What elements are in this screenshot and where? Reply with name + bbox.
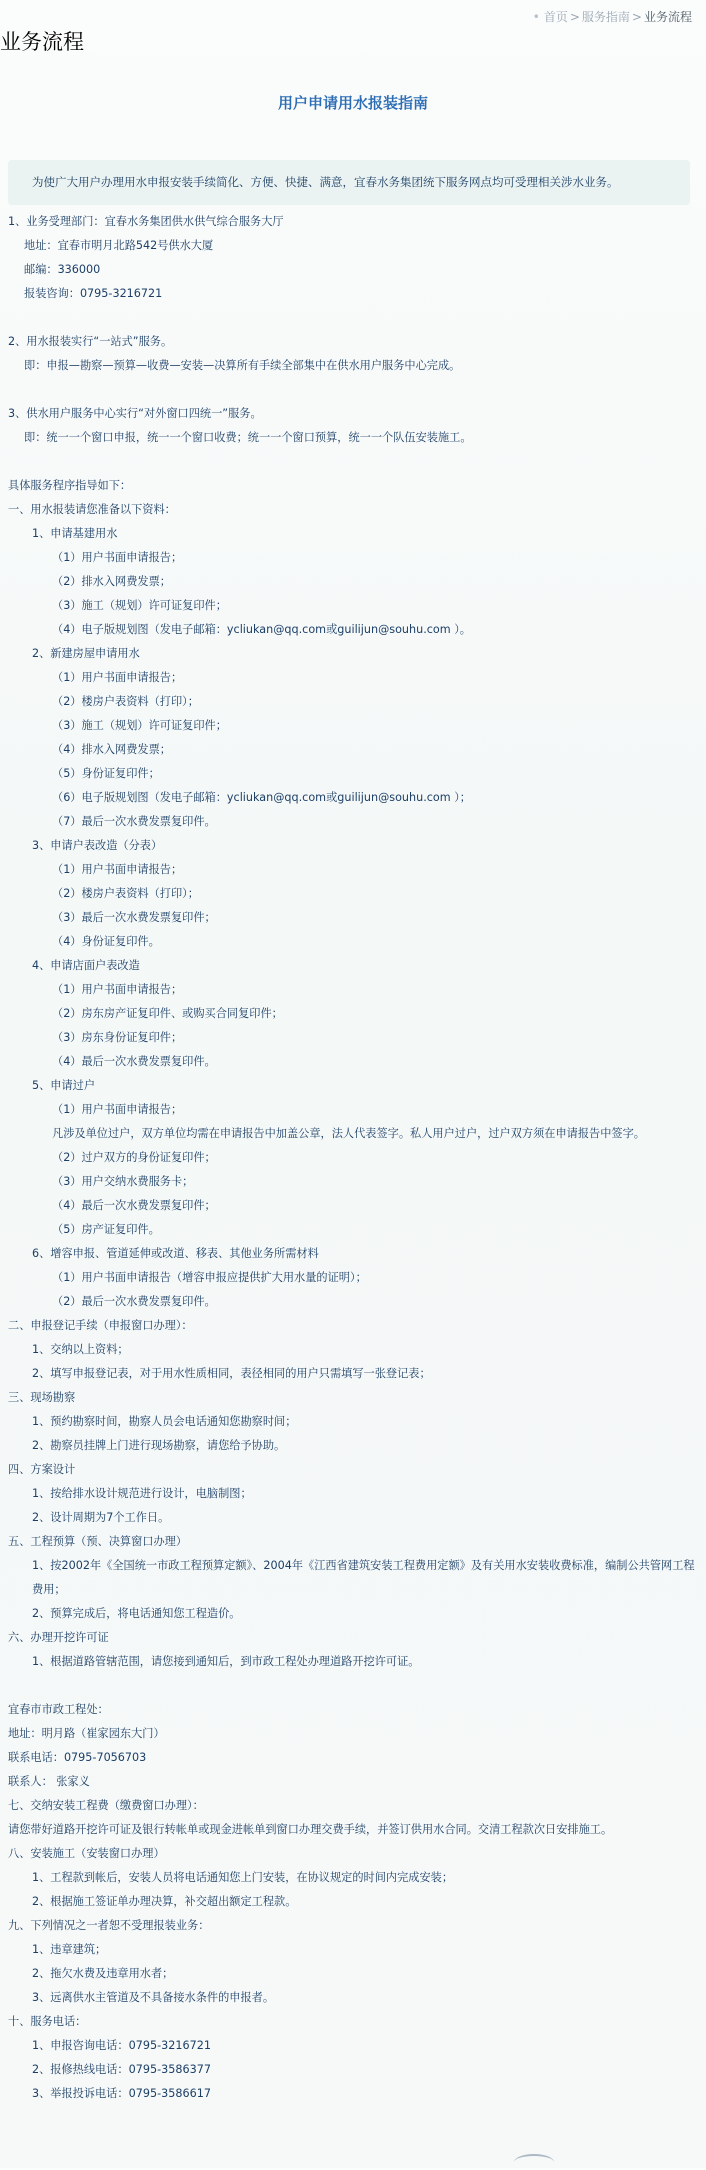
- list-item: 1、违章建筑；: [32, 1943, 107, 1956]
- intro-text: 为使广大用户办理用水申报安装手续简化、方便、快捷、满意，宜春水务集团统下服务网点均可受理相关涉水业务。: [32, 175, 619, 189]
- list-item: 2、预算完成后，将电话通知您工程造价。: [32, 1607, 241, 1620]
- content-line: 即：统一一个窗口申报，统一一个窗口收费；统一一个窗口预算，统一一个队伍安装施工。: [24, 431, 472, 444]
- breadcrumb-separator: >: [631, 10, 642, 24]
- list-item: 1、工程款到帐后，安装人员将电话通知您上门安装，在协议规定的时间内完成安装；: [32, 1871, 454, 1884]
- page-title: 业务流程: [0, 30, 84, 54]
- list-item: （2）最后一次水费发票复印件。: [52, 1295, 216, 1308]
- subsection-heading: 1、申请基建用水: [32, 527, 118, 540]
- list-item: （7）最后一次水费发票复印件。: [52, 815, 216, 828]
- content-line: 邮编：336000: [24, 263, 101, 276]
- list-item: （5）身份证复印件；: [52, 767, 160, 780]
- section-heading: 九、下列情况之一者恕不受理报装业务：: [8, 1919, 210, 1932]
- list-item: （6）电子版规划图（发电子邮箱：ycliukan@qq.com或guilijun@souhu.com ）；: [52, 791, 471, 804]
- list-item: （2）楼房户表资料（打印）；: [52, 887, 199, 900]
- list-item: （4）排水入网费发票；: [52, 743, 171, 756]
- spacer: [8, 450, 698, 474]
- section-heading: 四、方案设计: [8, 1463, 76, 1476]
- list-item: （1）用户书面申请报告；: [52, 671, 183, 684]
- list-item: 1、申报咨询电话：0795-3216721: [32, 2039, 211, 2052]
- content-line: 具体服务程序指导如下：: [8, 479, 132, 492]
- breadcrumb-section-link[interactable]: 服务指南: [581, 10, 630, 24]
- list-item: （3）施工（规划）许可证复印件；: [52, 599, 227, 612]
- list-item: （4）最后一次水费发票复印件；: [52, 1199, 216, 1212]
- breadcrumb-separator: >: [569, 10, 580, 24]
- content-line: 请您带好道路开挖许可证及银行转帐单或现金进帐单到窗口办理交费手续，并签订供用水合同。交清工程款次日安排施工。: [8, 1823, 613, 1836]
- subsection-heading: 4、申请店面户表改造: [32, 959, 140, 972]
- breadcrumb: [533, 8, 692, 25]
- list-item: （2）排水入网费发票；: [52, 575, 171, 588]
- content-line: 宜春市市政工程处：: [8, 1703, 109, 1716]
- spacer: [8, 306, 698, 330]
- list-item: （3）房东身份证复印件；: [52, 1031, 183, 1044]
- list-item: 2、根据施工签证单办理决算，补交超出额定工程款。: [32, 1895, 297, 1908]
- section-heading: 八、安装施工（安装窗口办理）: [8, 1847, 165, 1860]
- list-item: （1）用户书面申请报告；: [52, 551, 183, 564]
- list-item: 2、报修热线电话：0795-3586377: [32, 2063, 211, 2076]
- note-line: 凡涉及单位过户，双方单位均需在申请报告中加盖公章，法人代表签字。私人用户过户，过户双方须在申请报告中签字。: [52, 1127, 645, 1140]
- spacer: [8, 1674, 698, 1698]
- breadcrumb-current: 业务流程: [643, 10, 692, 24]
- content-line: 报装咨询：0795-3216721: [24, 287, 163, 300]
- list-item: （4）身份证复印件。: [52, 935, 160, 948]
- list-item: （1）用户书面申请报告；: [52, 863, 183, 876]
- subsection-heading: 3、申请户表改造（分表）: [32, 839, 163, 852]
- list-item: 2、填写申报登记表，对于用水性质相同，表径相同的用户只需填写一张登记表；: [32, 1367, 431, 1380]
- breadcrumb-home-link[interactable]: 首页: [543, 10, 568, 24]
- section-heading: 五、工程预算（预、决算窗口办理）: [8, 1535, 188, 1548]
- list-item: （2）过户双方的身份证复印件；: [52, 1151, 216, 1164]
- subsection-heading: 2、新建房屋申请用水: [32, 647, 140, 660]
- section-heading: 一、用水报装请您准备以下资料：: [8, 503, 176, 516]
- list-item: （4）电子版规划图（发电子邮箱：ycliukan@qq.com或guilijun@souhu.com ）。: [52, 623, 471, 636]
- content-line: 2、用水报装实行“一站式”服务。: [8, 335, 173, 348]
- section-heading: 三、现场勘察: [8, 1391, 76, 1404]
- list-item: 2、勘察员挂牌上门进行现场勘察，请您给予协助。: [32, 1439, 286, 1452]
- list-item: （3）最后一次水费发票复印件；: [52, 911, 216, 924]
- list-item: 1、预约勘察时间，勘察人员会电话通知您勘察时间；: [32, 1415, 297, 1428]
- list-item: 1、按给排水设计规范进行设计，电脑制图；: [32, 1487, 252, 1500]
- content-line: 3、供水用户服务中心实行“对外窗口四统一”服务。: [8, 407, 262, 420]
- list-item: 1、根据道路管辖范围，请您接到通知后，到市政工程处办理道路开挖许可证。: [32, 1655, 420, 1668]
- list-item: 1、交纳以上资料；: [32, 1343, 129, 1356]
- list-item: 1、按2002年《全国统一市政工程预算定额》、2004年《江西省建筑安装工程费用定额》及有关用水安装收费标准，编制公共管网工程费用；: [32, 1559, 695, 1596]
- article-title: 用户申请用水报装指南: [277, 94, 428, 112]
- list-item: （4）最后一次水费发票复印件。: [52, 1055, 216, 1068]
- bullet-icon: •: [532, 10, 540, 24]
- content-line: 即：申报—勘察—预算—收费—安装—决算所有手续全部集中在供水用户服务中心完成。: [24, 359, 461, 372]
- section-heading: 二、申报登记手续（申报窗口办理）：: [8, 1319, 193, 1332]
- section-heading: 七、交纳安装工程费（缴费窗口办理）：: [8, 1799, 204, 1812]
- section-heading: 十、服务电话：: [8, 2015, 87, 2028]
- list-item: （5）房产证复印件。: [52, 1223, 160, 1236]
- content-line: 1、业务受理部门：宜春水务集团供水供气综合服务大厅: [8, 215, 284, 228]
- list-item: （2）楼房户表资料（打印）；: [52, 695, 199, 708]
- subsection-heading: 6、增容申报、管道延伸或改道、移表、其他业务所需材料: [32, 1247, 319, 1260]
- subsection-heading: 5、申请过户: [32, 1079, 96, 1092]
- spacer: [8, 378, 698, 402]
- list-item: 3、远离供水主管道及不具备接水条件的申报者。: [32, 1991, 275, 2004]
- list-item: （1）用户书面申请报告（增容申报应提供扩大用水量的证明）；: [52, 1271, 367, 1284]
- content-line: 地址：明月路（崔家园东大门）: [8, 1727, 165, 1740]
- section-heading: 六、办理开挖许可证: [8, 1631, 109, 1644]
- list-item: （2）房东房产证复印件、或购买合同复印件；: [52, 1007, 283, 1020]
- article-body: [8, 210, 698, 2106]
- list-item: 2、设计周期为7个工作日。: [32, 1511, 170, 1524]
- list-item: （1）用户书面申请报告；: [52, 1103, 183, 1116]
- list-item: 3、举报投诉电话：0795-3586617: [32, 2087, 211, 2100]
- content-line: 联系电话：0795-7056703: [8, 1751, 147, 1764]
- list-item: （1）用户书面申请报告；: [52, 983, 183, 996]
- list-item: 2、拖欠水费及违章用水者；: [32, 1967, 174, 1980]
- content-line: 地址：宜春市明月北路542号供水大厦: [24, 239, 214, 252]
- list-item: （3）用户交纳水费服务卡；: [52, 1175, 194, 1188]
- content-line: 联系人： 张家义: [8, 1775, 90, 1788]
- list-item: （3）施工（规划）许可证复印件；: [52, 719, 227, 732]
